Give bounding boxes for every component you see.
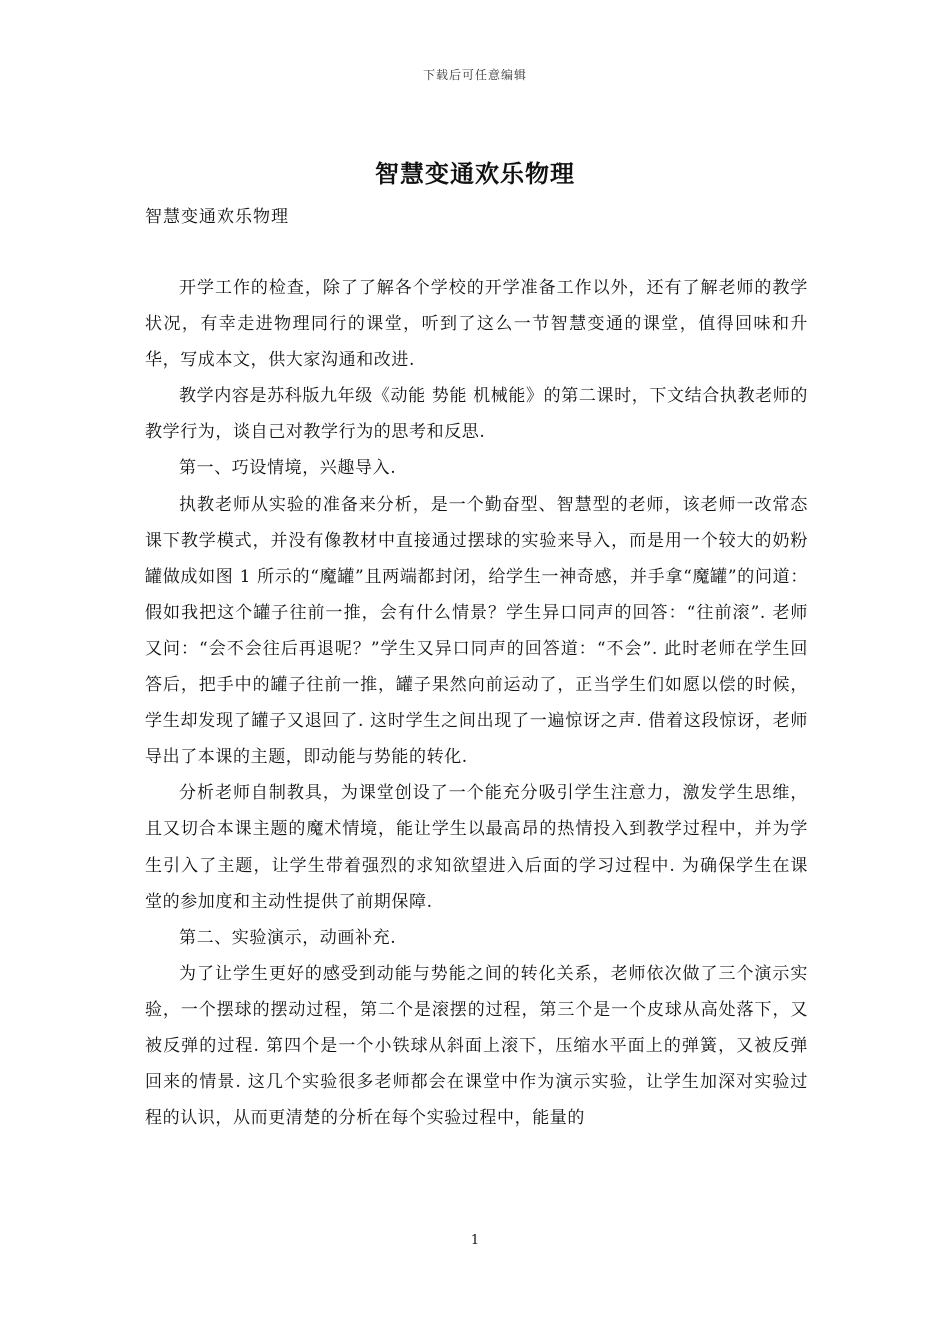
document-subtitle: 智慧变通欢乐物理 bbox=[145, 207, 289, 227]
paragraph: 开学工作的检查，除了了解各个学校的开学准备工作以外，还有了解老师的教学状况，有幸走进物理同行的课堂，听到了这么一节智慧变通的课堂，值得回味和升华，写成本文，供大家沟通和改进. bbox=[145, 278, 808, 371]
header-note: 下载后可任意编辑 bbox=[422, 68, 527, 82]
paragraph: 分析老师自制教具，为课堂创设了一个能充分吸引学生注意力，激发学生思维，且又切合本课主题的魔术情境，能让学生以最高昂的热情投入到教学过程中，并为学生引入了主题，让学生带着强烈的求知欲望进入后面的学习过程中. 为确保学生在课堂的参加度和主动性提供了前期保障. bbox=[145, 783, 808, 912]
paragraph: 为了让学生更好的感受到动能与势能之间的转化关系，老师依次做了三个演示实验，一个摆球的摆动过程，第二个是滚摆的过程，第三个是一个皮球从高处落下，又被反弹的过程. 第四个是一个小铁球从斜面上滚下，压缩水平面上的弹簧，又被反弹回来的情景. 这几个实验很多老师都会在课堂中作为演示实验，让学生加深对实验过程的认识，从而更清楚的分析在每个实验过程中，能量的 bbox=[145, 963, 808, 1129]
section-heading: 第二、实验演示，动画补充. bbox=[179, 927, 397, 948]
section-heading: 第一、巧设情境，兴趣导入. bbox=[179, 458, 397, 479]
document-title: 智慧变通欢乐物理 bbox=[375, 159, 575, 188]
paragraph: 教学内容是苏科版九年级《动能 势能 机械能》的第二课时，下文结合执教老师的教学行为，谈自己对教学行为的思考和反思. bbox=[145, 386, 808, 443]
document-body bbox=[145, 270, 808, 1136]
page-number: 1 bbox=[470, 1233, 480, 1248]
paragraph: 执教老师从实验的准备来分析，是一个勤奋型、智慧型的老师，该老师一改常态课下教学模式，并没有像教材中直接通过摆球的实验来导入，而是用一个较大的奶粉罐做成如图 1 所示的“魔罐”且两端都封闭，给学生一神奇感，并手拿“魔罐”的问道：假如我把这个罐子往前一推，会有什么情景？学生异口同声的回答：“往前滚”. 老师又问：“会不会往后再退呢？”学生又异口同声的回答道：“不会”. 此时老师在学生回答后，把手中的罐子往前一推，罐子果然向前运动了，正当学生们如愿以偿的时候，学生却发现了罐子又退回了. 这时学生之间出现了一遍惊讶之声. 借着这段惊讶，老师导出了本课的主题，即动能与势能的转化. bbox=[145, 494, 808, 768]
